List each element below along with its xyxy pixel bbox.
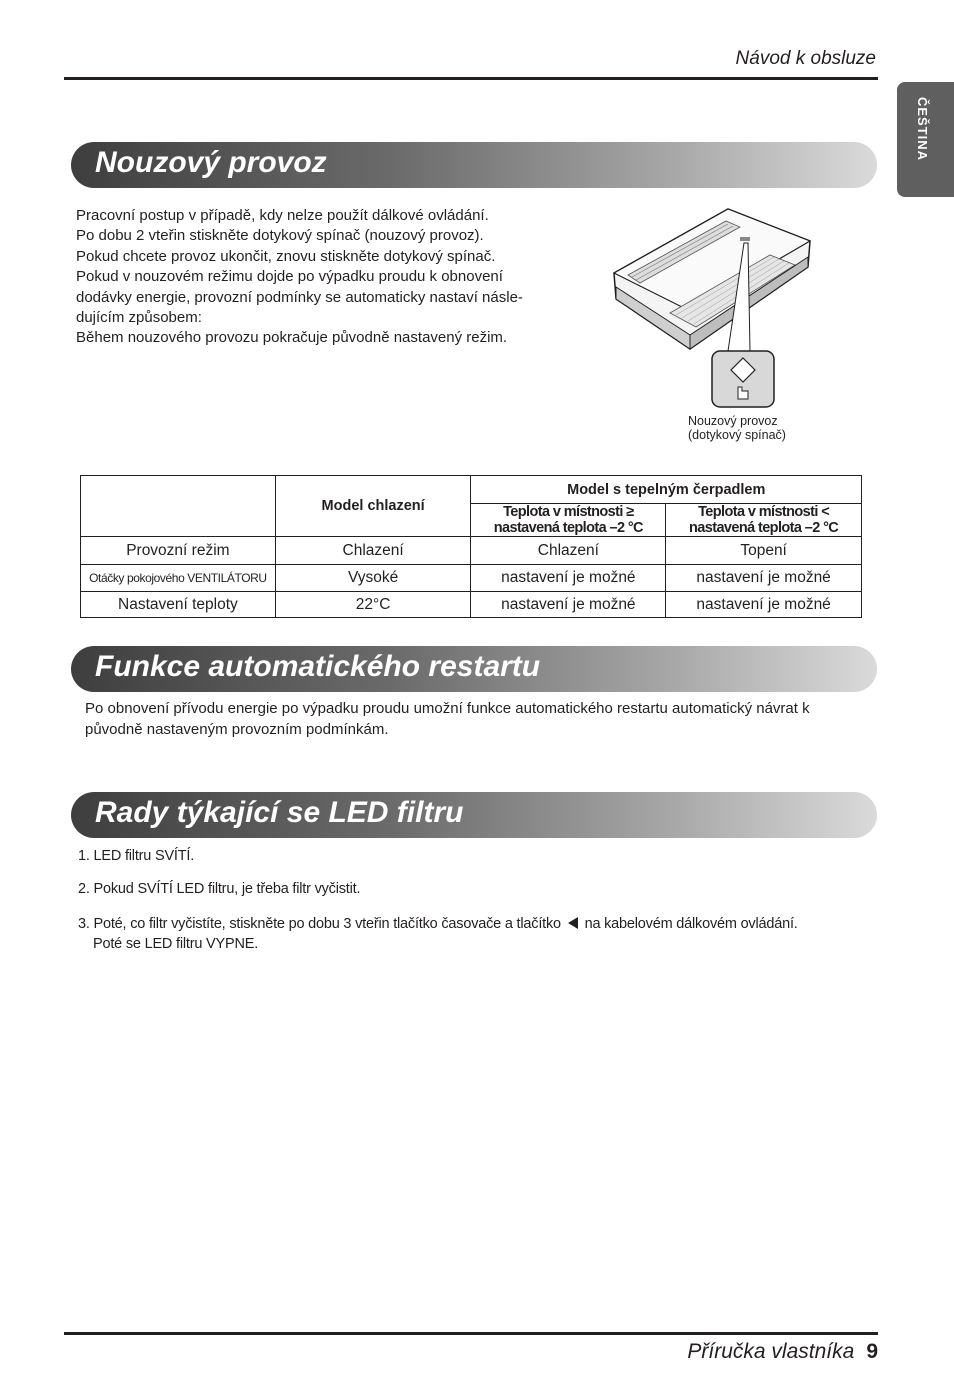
cell-hp-lt: nastavení je možné <box>666 592 862 618</box>
condition-ge: Teplota v místnosti ≥ nastavená teplota –2 °C <box>471 504 666 537</box>
caption-line: (dotykový spínač) <box>688 428 786 442</box>
section-title: Nouzový provoz <box>95 146 327 179</box>
caption-line: Nouzový provoz <box>688 414 778 428</box>
table-row <box>81 592 862 618</box>
section-heading-emergency <box>71 142 877 188</box>
header-title: Návod k obsluze <box>735 48 876 69</box>
footer-title: Příručka vlastníka <box>687 1340 855 1363</box>
cell-hp-ge: nastavení je možné <box>471 565 666 592</box>
section-title: Funkce automatického restartu <box>95 650 541 683</box>
cell-hp-lt: nastavení je možné <box>666 565 862 592</box>
table-header-row <box>81 476 862 504</box>
led-tip-2: 2. Pokud SVÍTÍ LED filtru, je třeba filtr vyčistit. <box>78 881 361 897</box>
page-number: 9 <box>866 1340 878 1363</box>
cell-cooling: Chlazení <box>275 537 471 565</box>
language-tab-label: ČEŠTINA <box>915 97 930 162</box>
cell-hp-ge: nastavení je možné <box>471 592 666 618</box>
table-row <box>81 537 862 565</box>
indoor-unit-illustration <box>610 203 820 413</box>
emergency-mode-table <box>80 475 862 618</box>
auto-restart-text <box>85 698 810 740</box>
intro-line: Po dobu 2 vteřin stiskněte dotykový spínač (nouzový provoz). <box>76 227 484 245</box>
intro-line: Během nouzového provozu pokračuje původně nastavený režim. <box>76 329 508 347</box>
cell-cooling: Vysoké <box>275 565 471 592</box>
section-heading-led-filter <box>71 792 877 838</box>
left-arrow-icon <box>568 917 578 929</box>
cell-hp-ge: Chlazení <box>471 537 666 565</box>
column-header-cooling: Model chlazení <box>275 476 471 537</box>
section-heading-auto-restart <box>71 646 877 692</box>
table-row <box>81 565 862 592</box>
row-label: Provozní režim <box>81 537 276 565</box>
led-tip-1: 1. LED filtru SVÍTÍ. <box>78 848 195 864</box>
illustration-caption <box>688 414 786 442</box>
intro-line: Pracovní postup v případě, kdy nelze použít dálkové ovládání. <box>76 207 489 224</box>
led-tip-3-text-end: na kabelovém dálkovém ovládání. <box>584 916 798 932</box>
table-corner-cell <box>81 476 276 537</box>
row-label: Otáčky pokojového VENTILÁTORU <box>81 565 276 592</box>
column-header-heatpump: Model s tepelným čerpadlem <box>471 476 862 504</box>
row-label: Nastavení teploty <box>81 592 276 618</box>
led-tip-3-text: 3. Poté, co filtr vyčistíte, stiskněte po dobu 3 vteřin tlačítko časovače a tlačítko <box>78 916 561 932</box>
header-rule <box>64 77 878 80</box>
cell-cooling: 22°C <box>275 592 471 618</box>
led-tip-3-followup: Poté se LED filtru VYPNE. <box>93 936 259 952</box>
language-tab <box>897 82 954 197</box>
intro-line: Pokud v nouzovém režimu dojde po výpadku proudu k obnovení <box>76 268 503 286</box>
footer-rule <box>64 1332 878 1335</box>
led-tip-3 <box>78 916 798 952</box>
intro-text <box>76 206 596 349</box>
footer <box>687 1340 878 1364</box>
intro-line: dodávky energie, provozní podmínky se automaticky nastaví násle- <box>76 288 523 306</box>
cell-hp-lt: Topení <box>666 537 862 565</box>
paragraph-line: původně nastaveným provozním podmínkám. <box>85 721 389 738</box>
section-title: Rady týkající se LED filtru <box>95 796 464 829</box>
paragraph-line: Po obnovení přívodu energie po výpadku proudu umožní funkce automatického restartu automatický návrat k <box>85 700 810 717</box>
condition-lt: Teplota v místnosti < nastavená teplota –2 °C <box>666 504 862 537</box>
intro-line: dujícím způsobem: <box>76 309 202 327</box>
intro-line: Pokud chcete provoz ukončit, znovu stiskněte dotykový spínač. <box>76 247 496 265</box>
